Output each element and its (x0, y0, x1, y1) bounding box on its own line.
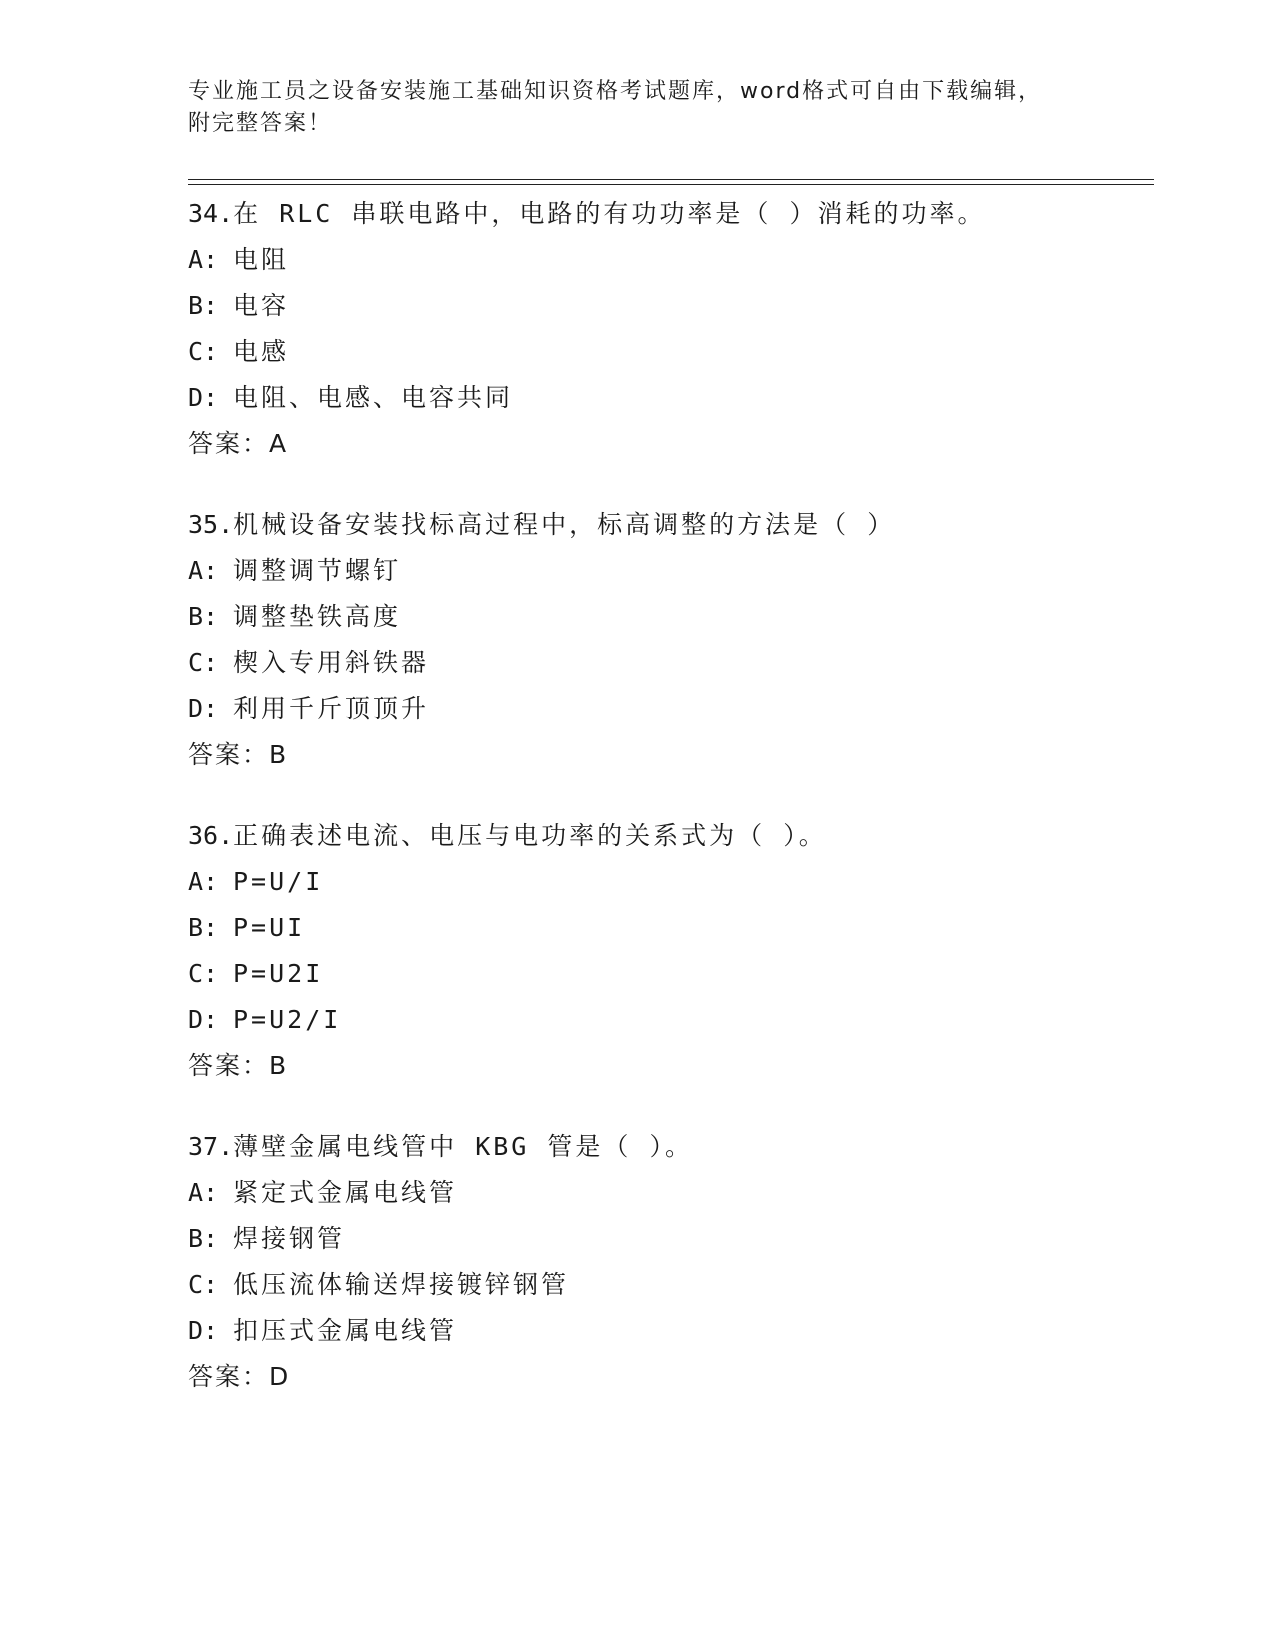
question-37 (188, 1124, 1154, 1400)
option-a (188, 859, 1154, 905)
answer-line: 答案：B (188, 740, 289, 769)
option-key: A: (188, 556, 219, 585)
option-text: 楔入专用斜铁器 (233, 648, 430, 677)
option-text: P=U/I (233, 867, 324, 896)
question-number: 37. (188, 1132, 234, 1161)
document-header (188, 76, 1088, 140)
option-a (188, 1170, 1154, 1216)
option-text: 电阻、电感、电容共同 (233, 383, 514, 412)
option-key: C: (188, 337, 219, 366)
option-d (188, 1308, 1154, 1354)
option-a (188, 237, 1154, 283)
option-key: B: (188, 1224, 219, 1253)
option-text: 调整调节螺钉 (233, 556, 402, 585)
question-36 (188, 813, 1154, 1089)
option-key: B: (188, 913, 219, 942)
question-text: 机械设备安装找标高过程中，标高调整的方法是（ ） (233, 510, 896, 539)
option-text: 电感 (233, 337, 290, 366)
option-text: 紧定式金属电线管 (233, 1178, 458, 1207)
question-stem (188, 502, 1154, 548)
question-number: 35. (188, 510, 234, 539)
option-key: C: (188, 1270, 219, 1299)
option-b (188, 283, 1154, 329)
option-b (188, 905, 1154, 951)
question-text: 在 RLC 串联电路中，电路的有功功率是（ ）消耗的功率。 (233, 199, 986, 228)
question-34 (188, 191, 1154, 467)
option-b (188, 1216, 1154, 1262)
option-key: D: (188, 694, 219, 723)
option-text: P=U2I (233, 959, 324, 988)
option-text: 电阻 (233, 245, 290, 274)
option-text: P=UI (233, 913, 306, 942)
option-c (188, 329, 1154, 375)
option-text: 利用千斤顶顶升 (233, 694, 430, 723)
question-number: 36. (188, 821, 234, 850)
header-line-2: 附完整答案！ (188, 111, 333, 136)
header-line-1: 专业施工员之设备安装施工基础知识资格考试题库，word格式可自由下载编辑， (188, 79, 1043, 104)
header-divider-top (188, 179, 1154, 180)
option-key: D: (188, 1316, 219, 1345)
option-c (188, 640, 1154, 686)
answer-line: 答案：A (188, 429, 289, 458)
option-key: C: (188, 648, 219, 677)
option-text: P=U2/I (233, 1005, 342, 1034)
option-c (188, 1262, 1154, 1308)
option-key: A: (188, 867, 219, 896)
question-text: 正确表述电流、电压与电功率的关系式为（ ）。 (233, 821, 827, 850)
question-text: 薄壁金属电线管中 KBG 管是（ ）。 (233, 1132, 693, 1161)
option-key: D: (188, 383, 219, 412)
option-b (188, 594, 1154, 640)
option-text: 焊接钢管 (233, 1224, 346, 1253)
option-text: 低压流体输送焊接镀锌钢管 (233, 1270, 570, 1299)
question-stem (188, 1124, 1154, 1170)
option-key: B: (188, 602, 219, 631)
option-key: C: (188, 959, 219, 988)
option-text: 电容 (233, 291, 290, 320)
header-divider-bottom (188, 184, 1154, 185)
option-key: D: (188, 1005, 219, 1034)
question-stem (188, 191, 1154, 237)
option-c (188, 951, 1154, 997)
option-a (188, 548, 1154, 594)
option-key: A: (188, 1178, 219, 1207)
answer-line: 答案：B (188, 1051, 289, 1080)
option-d (188, 997, 1154, 1043)
option-key: A: (188, 245, 219, 274)
question-list (188, 191, 1154, 1435)
option-d (188, 375, 1154, 421)
option-text: 调整垫铁高度 (233, 602, 402, 631)
option-text: 扣压式金属电线管 (233, 1316, 458, 1345)
option-key: B: (188, 291, 219, 320)
question-35 (188, 502, 1154, 778)
question-number: 34. (188, 199, 234, 228)
question-stem (188, 813, 1154, 859)
option-d (188, 686, 1154, 732)
answer-line: 答案：D (188, 1362, 291, 1391)
